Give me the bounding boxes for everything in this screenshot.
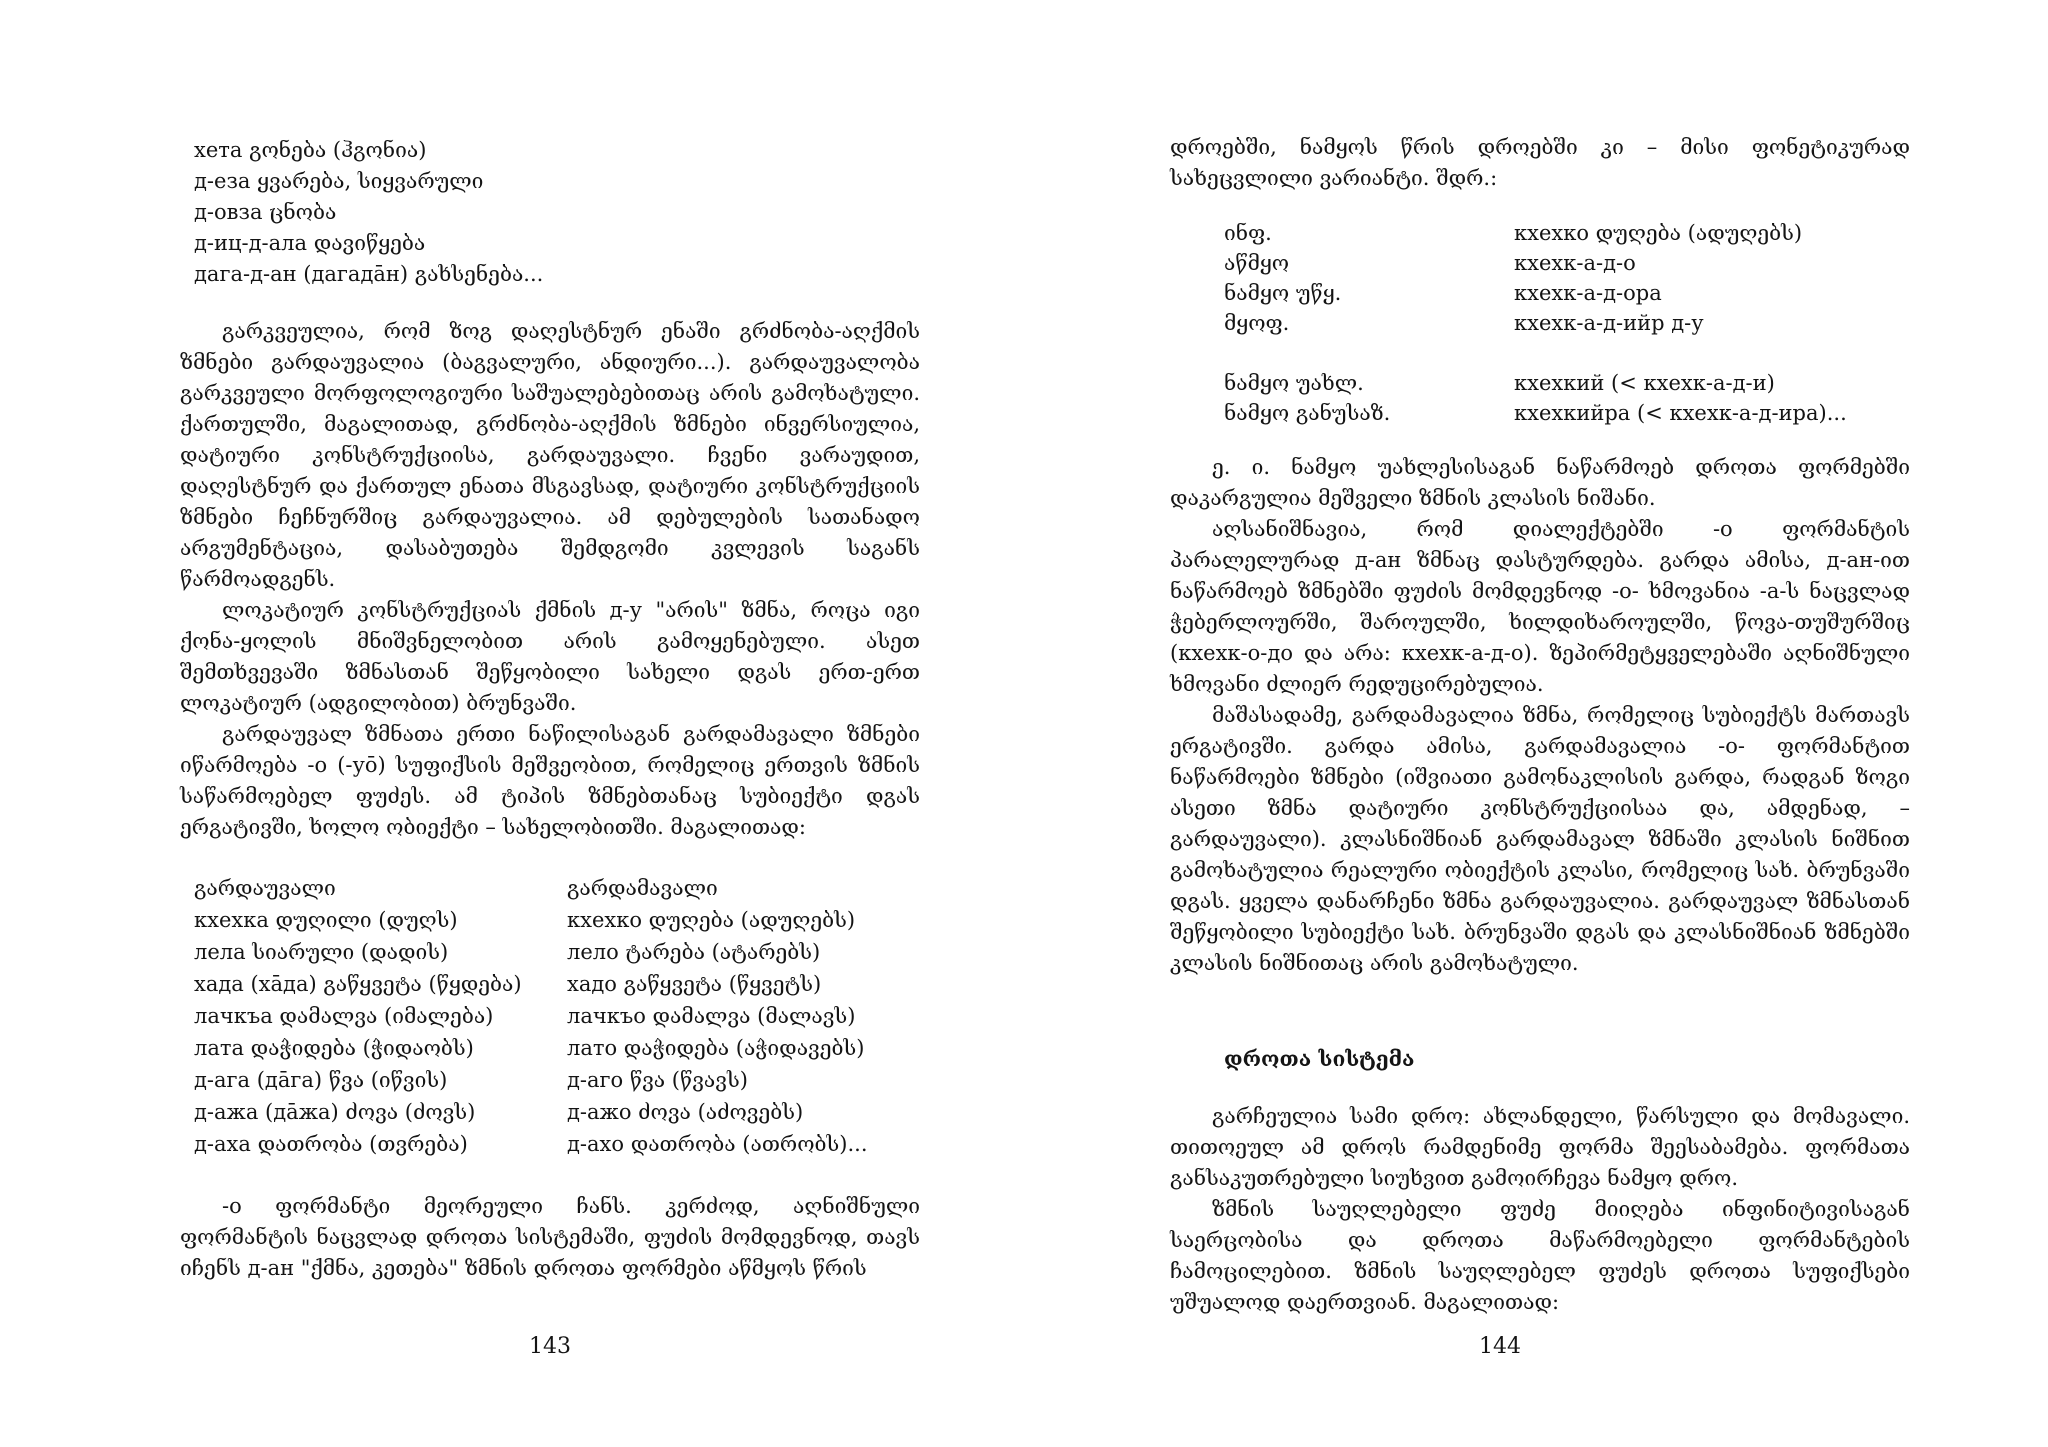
table-header: გარდაუვალი [194,876,336,900]
table-cell: д-ажо ძოვა (აძოვებს) [567,1100,804,1124]
paragraph: ზმნის საუღლებელი ფუძე მიიღება ინფინიტივისაგან საერცობისა და დროთა მაწარმოებელი ფორმანტების ჩამოცილებით. ზმნის საუღლებელ ფუძეს დროთა სუფიქსები უშუალოდ დაერთვიან. მაგალითად: [1170,1197,1910,1314]
form-value: кхехк-а-д-о [1514,251,1636,275]
paragraph: აღსანიშნავია, რომ დიალექტებში -о ფორმანტის პარალელურად д-ан ზმნაც დასტურდება. გარდა ამისა, д-ан-ით ნაწარმოებ ზმნებში ფუძის მომდევნოდ -о- ხმოვანია -а-ს ნაცვლად ჭებერლოურში, შაროულში, ხილდიხაროულში, წოვა-თუშურშიც (кхехк-о-до და არა: кхехк-а-д-о). ზეპირმეტყველებაში აღნიშნული ხმოვანი ძლიერ რედუცირებულია. [1170,517,1910,696]
paragraph: ე. ი. ნამყო უახლესისაგან ნაწარმოებ დროთა ფორმებში დაკარგულია მეშველი ზმნის კლასის ნიშანი. [1170,455,1910,510]
paragraph: გარკვეულია, რომ ზოგ დაღესტნურ ენაში გრძნობა-აღქმის ზმნები გარდაუვალია (ბაგვალური, ანდიური...). გარდაუვალობა გარკვეული მორფოლოგიური საშუალებებითაც არის გამოხატული. ქართულში, მაგალითად, გრძნობა-აღქმის ზმნები ინვერსიულია, დატიური კონსტრუქციისა, გარდაუვალი. ჩვენი ვარაუდით, დაღესტნურ და ქართულ ენათა მსგავსად, დატიური კონსტრუქციის ზმნები ჩეჩნურშიც გარდაუვალია. ამ დებულების სათანადო არგუმენტაცია, დასაბუთება შემდგომი კვლევის საგანს წარმოადგენს. [180,319,920,591]
table-cell: лато დაჭიდება (აჭიდავებს) [567,1036,865,1060]
page-number: 144 [1479,1334,1521,1359]
verb-example-list [194,135,920,292]
table-cell: лата დაჭიდება (ჭიდაობს) [194,1036,474,1060]
paragraph: გარდაუვალ ზმნათა ერთი ნაწილისაგან გარდამავალი ზმნები იწარმოება -о (-уō) სუფიქსის მეშვეობით, რომელიც ერთვის ზმნის საწარმოებელ ფუძეს. ამ ტიპის ზმნებთანაც სუბიექტი დგას ერგატივში, ხოლო ობიექტი – სახელობითში. მაგალითად: [180,722,920,839]
form-label: ინფ. [1224,221,1272,245]
past-forms-table [1224,368,1910,428]
form-value: кхехкийра (< кхехк-а-д-ира)... [1514,401,1847,425]
form-label: აწმყო [1224,251,1290,275]
table-cell: д-ажа (дāжа) ძოვა (ძოვს) [194,1100,476,1124]
paragraph: მაშასადამე, გარდამავალია ზმნა, რომელიც სუბიექტს მართავს ერგატივში. გარდა ამისა, გარდამავალია -о- ფორმანტით ნაწარმოები ზმნები (იშვიათი გამონაკლისის გარდა, რადგან ზოგი ასეთი ზმნა დატიური კონსტრუქციისაა და, ამდენად, – გარდაუვალი). კლასნიშნიან გარდამავალ ზმნაში კლასის ნიშნით გამოხატულია რეალური ობიექტის კლასი, რომელიც სახ. ბრუნვაში დგას. ყველა დანარჩენი ზმნა გარდაუვალია. გარდაუვალ ზმნასთან შეწყობილი სუბიექტი სახ. ბრუნვაში დგას და კლასნიშნიან ზმნებში კლასის ნიშნითაც არის გამოხატული. [1170,703,1910,975]
table-cell: д-ага (дāга) წვა (იწვის) [194,1068,448,1092]
table-cell: д-аго წვა (წვავს) [567,1068,748,1092]
table-cell: хадо გაწყვეტა (წყვეტს) [567,972,822,996]
table-cell: лачкъа დამალვა (იმალება) [194,1004,494,1028]
section-heading: დროთა სისტემა [1224,1046,1415,1071]
paragraph: ლოკატიურ კონსტრუქციას ქმნის д-у "არის" ზმნა, როცა იგი ქონა-ყოლის მნიშვნელობით არის გამოყენებული. ასეთ შემთხვევაში ზმნასთან შეწყობილი სახელი დგას ერთ-ერთ ლოკატიურ (ადგილობით) ბრუნვაში. [180,598,920,715]
form-value: кхехк-а-д-ора [1514,281,1662,305]
table-cell: кхехко დუღება (ადუღებს) [567,908,856,932]
example-line: д-еза ყვარება, სიყვარული [194,169,484,193]
transitivity-table [194,873,920,1161]
form-value: кхехко დუღება (ადუღებს) [1514,221,1803,245]
table-cell: хада (хāда) გაწყვეტა (წყდება) [194,972,522,996]
example-line: хета გონება (ჰგონია) [194,138,427,162]
paragraph: გარჩეულია სამი დრო: ახლანდელი, წარსული და მომავალი. თითოეულ ამ დროს რამდენიმე ფორმა შეესაბამება. ფორმათა განსაკუთრებული სიუხვით გამოირჩევა ნამყო დრო. [1170,1104,1910,1190]
example-line: дага-д-ан (дагадāн) გახსენება... [194,262,544,286]
form-label: ნამყო უახლ. [1224,371,1364,395]
form-value: кхехк-а-д-ийр д-у [1514,311,1704,335]
form-value: кхехкий (< кхехк-а-д-и) [1514,371,1775,395]
paragraph: -о ფორმანტი მეორეული ჩანს. კერძოდ, აღნიშნული ფორმანტის ნაცვლად დროთა სისტემაში, ფუძის მომდევნოდ, თავს იჩენს д-ан "ქმნა, კეთება" ზმნის დროთა ფორმები აწმყოს წრის [180,1194,920,1280]
table-cell: лачкъо დამალვა (მალავს) [567,1004,856,1028]
table-cell: кхехка დუღილი (დუღს) [194,908,458,932]
paragraph: დროებში, ნამყოს წრის დროებში კი – მისი ფონეტიკურად სახეცვლილი ვარიანტი. შდრ.: [1170,135,1910,190]
right-page-text [1170,132,1910,1318]
form-label: მყოფ. [1224,311,1290,335]
table-header: გარდამავალი [567,876,718,900]
form-label: ნამყო უწყ. [1224,281,1342,305]
example-line: д-иц-д-ала დავიწყება [194,231,426,255]
table-cell: лела სიარული (დადის) [194,940,449,964]
table-cell: д-ахо დათრობა (ათრობს)... [567,1132,868,1156]
form-label: ნამყო განუსაზ. [1224,401,1391,425]
table-cell: д-аха დათრობა (თვრება) [194,1132,468,1156]
tense-forms-table [1224,218,1910,338]
example-line: д-овза ცნობა [194,200,337,224]
table-cell: лело ტარება (ატარებს) [567,940,821,964]
page-number: 143 [529,1334,571,1359]
left-page [180,0,920,1447]
left-page-text [180,135,920,1284]
right-page [1170,0,1910,1447]
